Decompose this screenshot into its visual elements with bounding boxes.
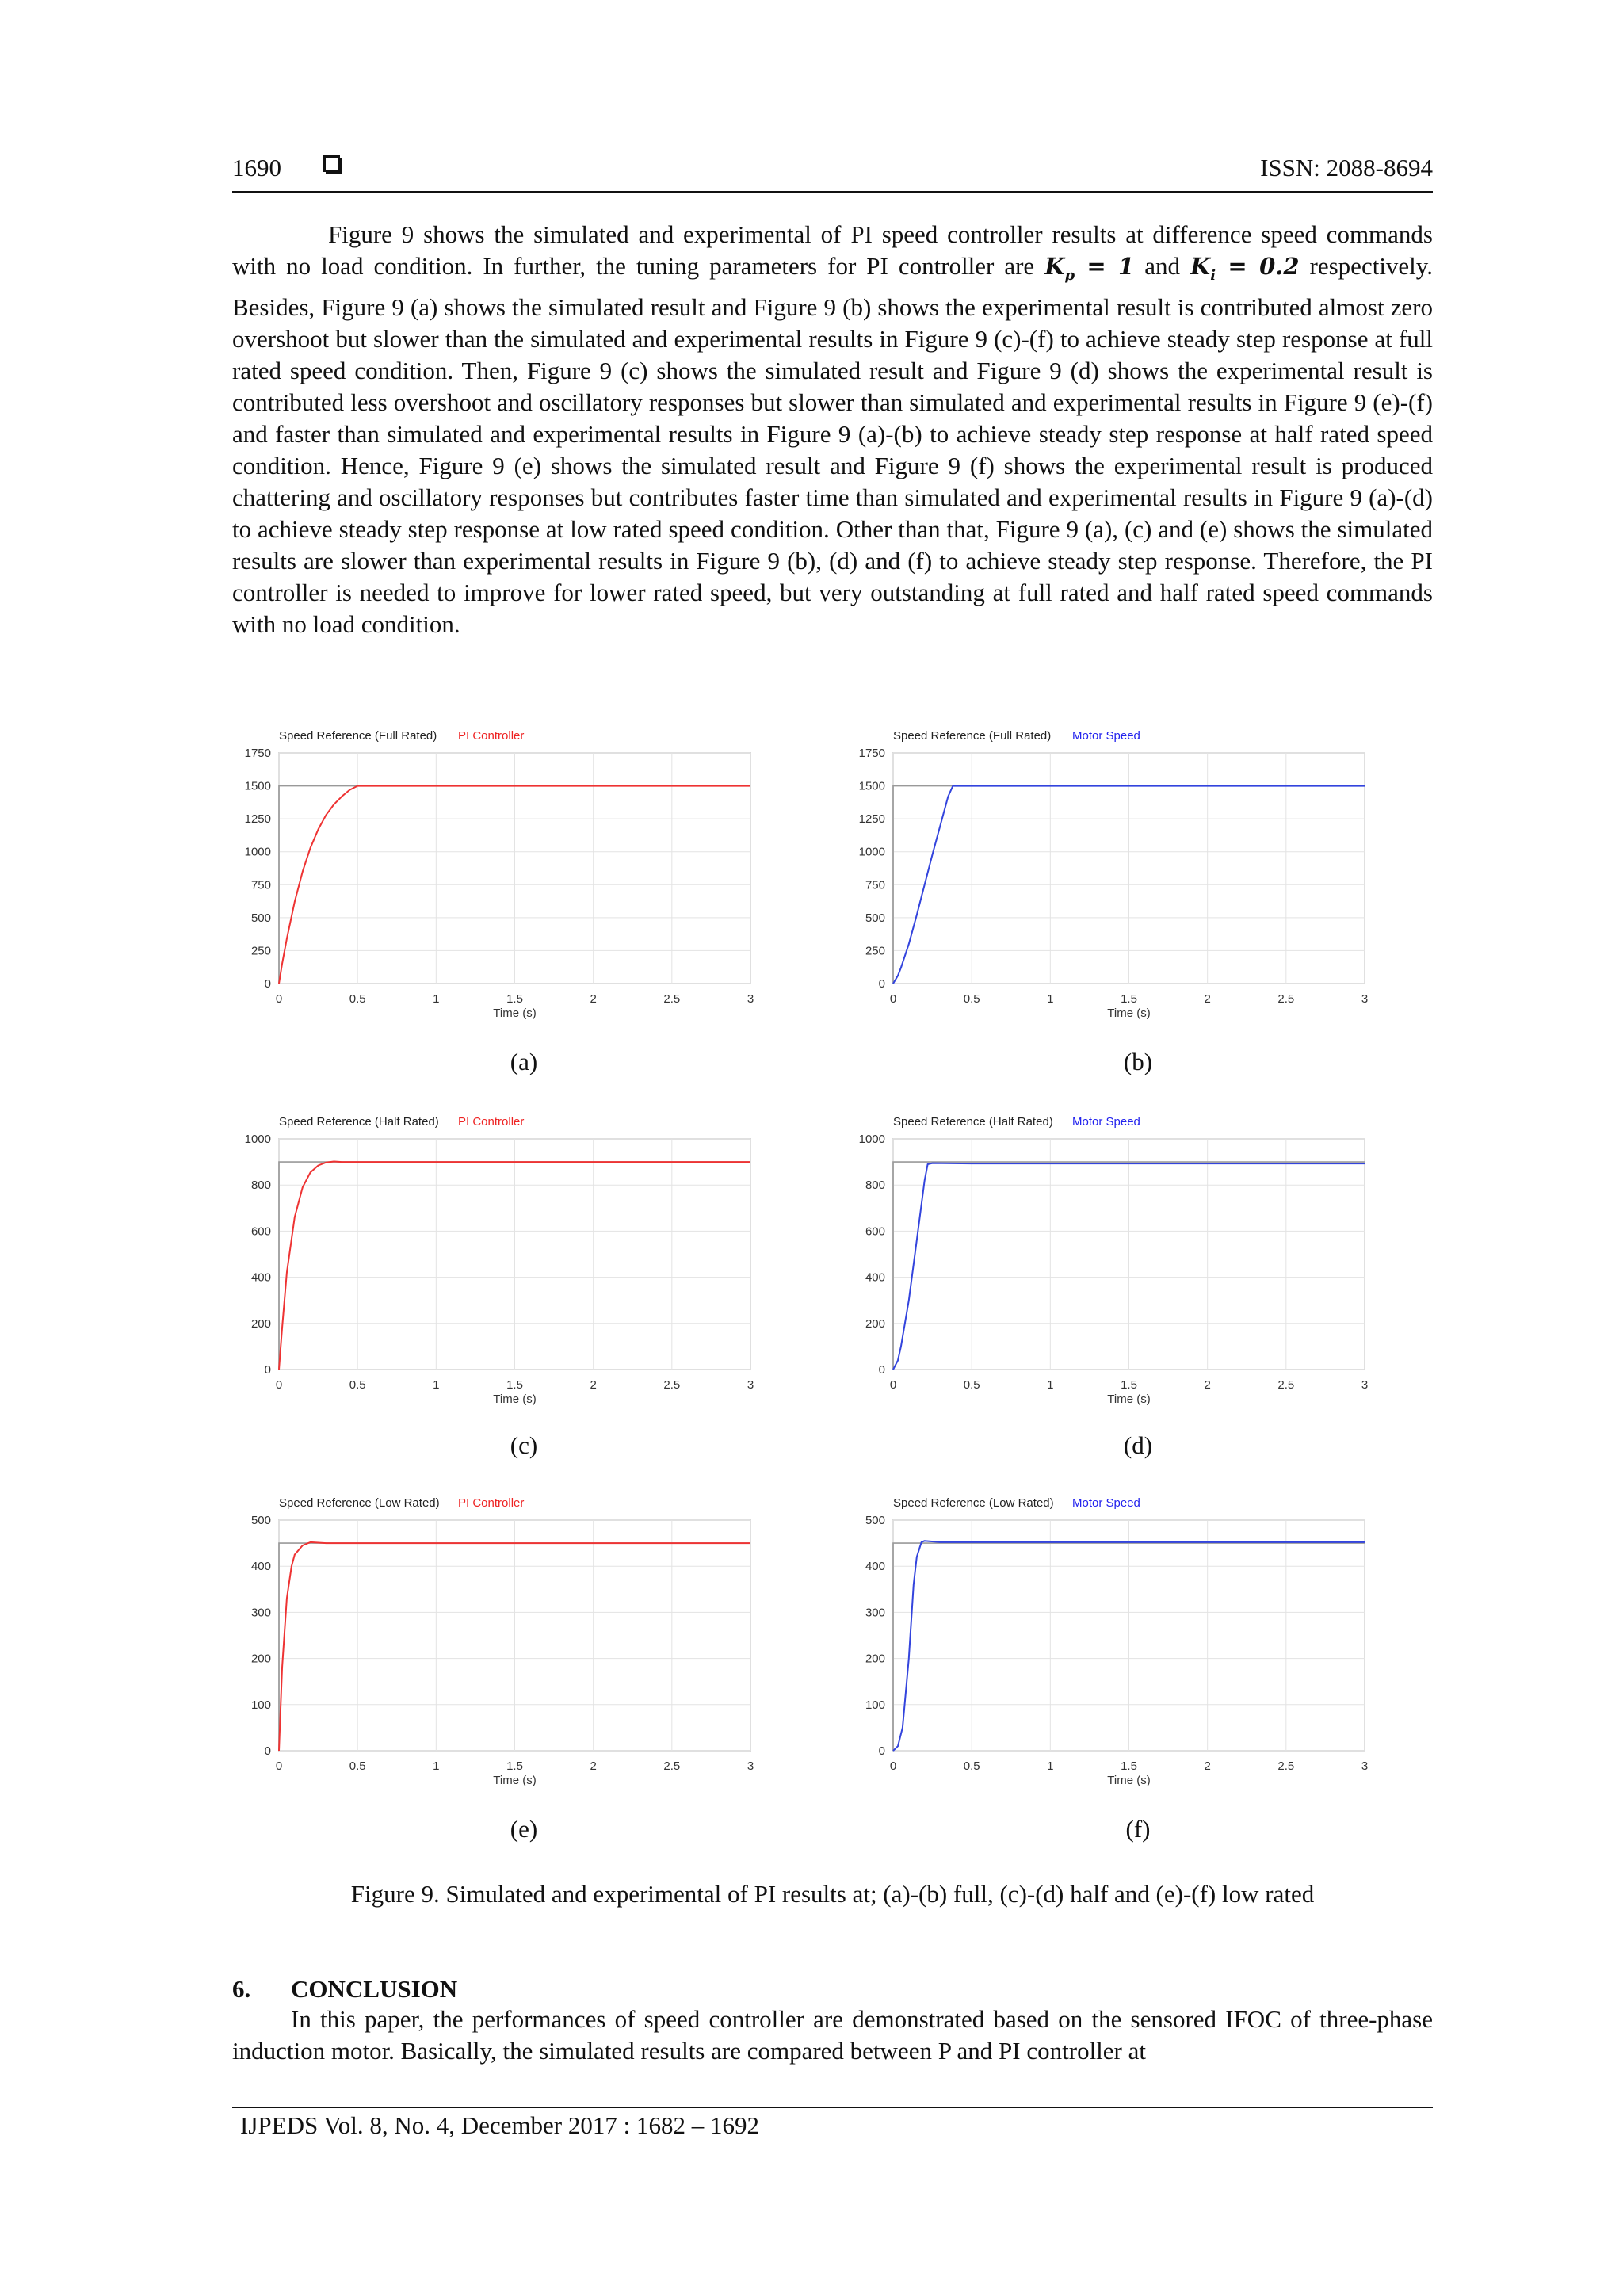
y-tick-label: 750: [250, 878, 271, 892]
chart-legend-label: PI Controller: [458, 1496, 525, 1510]
y-tick-label: 1750: [858, 747, 885, 760]
x-tick-label: 0: [275, 992, 283, 1006]
y-tick-label: 250: [250, 944, 271, 958]
x-tick-label: 1.5: [506, 1378, 523, 1392]
x-tick-label: 1.5: [506, 992, 523, 1006]
y-tick-label: 200: [250, 1316, 271, 1331]
panel-label-d: (d): [1123, 1431, 1153, 1459]
x-tick-label: 0: [275, 1378, 283, 1392]
y-tick-label: 1000: [244, 845, 271, 859]
chart-c: [222, 1103, 761, 1436]
y-tick-label: 1000: [858, 1133, 885, 1146]
paragraph: [232, 219, 1433, 640]
x-tick-label: 1: [1047, 1378, 1054, 1392]
x-tick-label: 2.5: [1277, 1759, 1295, 1773]
y-tick-label: 600: [865, 1224, 885, 1239]
x-tick-label: 2: [590, 1378, 597, 1392]
chart-legend-label: Motor Speed: [1072, 1496, 1140, 1510]
chart-title: Speed Reference (Low Rated): [279, 1496, 440, 1510]
y-tick-label: 1500: [858, 779, 885, 793]
y-tick-label: 400: [250, 1270, 271, 1285]
figure-panel-c: [222, 1103, 761, 1436]
and-text: and: [1134, 252, 1190, 280]
ki-equation: [1190, 253, 1300, 284]
x-tick-label: 0.5: [963, 1759, 980, 1773]
y-tick-label: 800: [865, 1179, 885, 1193]
x-tick-label: 3: [747, 992, 754, 1006]
section-number: 6.: [232, 1975, 251, 2003]
x-tick-label: 3: [747, 1759, 754, 1773]
y-tick-label: 100: [250, 1698, 271, 1712]
y-tick-label: 1750: [244, 747, 271, 760]
panel-label-b: (b): [1123, 1048, 1153, 1075]
x-tick-label: 0: [275, 1759, 283, 1773]
chart-f: [836, 1484, 1375, 1817]
chart-title: Speed Reference (Low Rated): [893, 1496, 1054, 1510]
chart-legend-label: PI Controller: [458, 729, 525, 743]
figure-panel-f: [836, 1484, 1375, 1817]
y-tick-label: 1500: [244, 779, 271, 793]
x-tick-label: 2: [590, 1759, 597, 1773]
x-tick-label: 1: [433, 1378, 440, 1392]
ki-symbol: K: [1190, 253, 1211, 280]
y-tick-label: 500: [865, 911, 885, 925]
figure-panel-a: [222, 717, 761, 1050]
x-tick-label: 1: [433, 992, 440, 1006]
ki-value: = 0.2: [1216, 253, 1300, 280]
x-tick-label: 3: [747, 1378, 754, 1392]
y-tick-label: 0: [264, 1744, 271, 1758]
y-tick-label: 500: [250, 911, 271, 925]
y-tick-label: 200: [865, 1316, 885, 1331]
page-header: [232, 151, 1433, 187]
x-tick-label: 3: [1361, 1759, 1369, 1773]
y-tick-label: 200: [250, 1652, 271, 1666]
header-rule: [232, 191, 1433, 193]
x-axis-label: Time (s): [1107, 1774, 1151, 1787]
x-tick-label: 1.5: [506, 1759, 523, 1773]
x-tick-label: 0: [889, 992, 897, 1006]
y-tick-label: 600: [250, 1224, 271, 1239]
y-tick-label: 300: [865, 1606, 885, 1620]
ki-subscript: i: [1210, 266, 1216, 284]
x-tick-label: 2.5: [663, 1378, 681, 1392]
chart-e: [222, 1484, 761, 1817]
square-bullet-icon: [323, 155, 340, 172]
footer-rule: [232, 2107, 1433, 2108]
y-tick-label: 500: [250, 1514, 271, 1527]
figure-panel-e: [222, 1484, 761, 1817]
y-tick-label: 400: [250, 1560, 271, 1574]
y-tick-label: 1000: [858, 845, 885, 859]
conclusion-paragraph: [232, 2004, 1433, 2067]
issn: ISSN: 2088-8694: [1260, 154, 1433, 181]
x-axis-label: Time (s): [493, 1392, 537, 1406]
panel-label-c: (c): [510, 1431, 538, 1459]
y-tick-label: 1250: [858, 812, 885, 827]
x-tick-label: 0.5: [349, 992, 366, 1006]
x-tick-label: 1.5: [1121, 1378, 1137, 1392]
x-tick-label: 1: [1047, 1759, 1054, 1773]
conclusion-text: In this paper, the performances of speed controller are demonstrated based on the sensored IFOC of three-phase induction motor. Basically, the simulated results are compared between P and PI controller at: [232, 2005, 1433, 2065]
x-tick-label: 3: [1361, 1378, 1369, 1392]
x-tick-label: 2.5: [663, 1759, 681, 1773]
y-tick-label: 1000: [244, 1133, 271, 1146]
section-title: CONCLUSION: [291, 1975, 458, 2003]
x-tick-label: 0: [889, 1759, 897, 1773]
x-tick-label: 2: [590, 992, 597, 1006]
x-tick-label: 0.5: [349, 1759, 366, 1773]
x-tick-label: 2.5: [1277, 1378, 1295, 1392]
chart-title: Speed Reference (Full Rated): [279, 729, 437, 743]
kp-value: = 1: [1075, 253, 1135, 280]
chart-d: [836, 1103, 1375, 1436]
y-tick-label: 750: [865, 878, 885, 892]
x-axis-label: Time (s): [493, 1007, 537, 1020]
x-tick-label: 1: [1047, 992, 1054, 1006]
x-tick-label: 2: [1204, 1378, 1211, 1392]
chart-title: Speed Reference (Half Rated): [279, 1115, 439, 1129]
chart-legend-label: PI Controller: [458, 1115, 525, 1129]
x-tick-label: 0.5: [963, 992, 980, 1006]
y-tick-label: 300: [250, 1606, 271, 1620]
x-tick-label: 0.5: [963, 1378, 980, 1392]
figure-panel-d: [836, 1103, 1375, 1436]
chart-legend-label: Motor Speed: [1072, 729, 1140, 743]
panel-label-f: (f): [1125, 1815, 1151, 1843]
x-tick-label: 0.5: [349, 1378, 366, 1392]
paragraph-text-1: Figure 9 shows the simulated and experimental of PI speed controller results at difference speed commands with no load condition. In further, the tuning parameters for PI controller are: [232, 220, 1433, 280]
x-axis-label: Time (s): [493, 1774, 537, 1787]
x-tick-label: 2: [1204, 992, 1211, 1006]
figure-panel-b: [836, 717, 1375, 1050]
y-tick-label: 0: [264, 977, 271, 991]
paragraph-text-2: respectively. Besides, Figure 9 (a) shows the simulated result and Figure 9 (b) shows the experimental result is contributed almost zero overshoot but slower than the simulated and experimental results in Figure 9 (c)-(f) to achieve steady step response at full rated speed condition. Then, Figure 9 (c) shows the simulated result and Figure 9 (d) shows the experimental result is contributed less overshoot and oscillatory responses but slower than simulated and experimental results in Figure 9 (e)-(f) and faster than simulated and experimental results in Figure 9 (a)-(b) to achieve steady step response at half rated speed condition. Hence, Figure 9 (e) shows the simulated result and Figure 9 (f) shows the experimental result is produced chattering and oscillatory responses but contributes faster time than simulated and experimental results in Figure 9 (a)-(d) to achieve steady step response at low rated speed condition. Other than that, Figure 9 (a), (c) and (e) shows the simulated results are slower than experimental results in Figure 9 (b), (d) and (f) to achieve steady step response. Therefore, the PI controller is needed to improve for lower rated speed, but very outstanding at full rated and half rated speed commands with no load condition.: [232, 252, 1434, 638]
x-tick-label: 1.5: [1121, 992, 1137, 1006]
x-tick-label: 1.5: [1121, 1759, 1137, 1773]
chart-title: Speed Reference (Full Rated): [893, 729, 1052, 743]
chart-a: [222, 717, 761, 1050]
chart-b: [836, 717, 1375, 1050]
chart-title: Speed Reference (Half Rated): [893, 1115, 1053, 1129]
y-tick-label: 400: [865, 1270, 885, 1285]
journal-footer: IJPEDS Vol. 8, No. 4, December 2017 : 1682 – 1692: [240, 2111, 759, 2139]
kp-symbol: K: [1044, 253, 1065, 280]
panel-label-e: (e): [510, 1815, 538, 1843]
chart-legend-label: Motor Speed: [1072, 1115, 1140, 1129]
x-tick-label: 2: [1204, 1759, 1211, 1773]
x-tick-label: 1: [433, 1759, 440, 1773]
y-tick-label: 0: [878, 977, 885, 991]
y-tick-label: 0: [878, 1363, 885, 1377]
section-heading: [232, 1975, 457, 2004]
x-axis-label: Time (s): [1107, 1007, 1151, 1020]
y-tick-label: 250: [865, 944, 885, 958]
kp-subscript: p: [1064, 266, 1075, 284]
y-tick-label: 1250: [244, 812, 271, 827]
x-axis-label: Time (s): [1107, 1392, 1151, 1406]
x-tick-label: 3: [1361, 992, 1369, 1006]
figure-caption: Figure 9. Simulated and experimental of PI results at; (a)-(b) full, (c)-(d) half and (e)-(f) low rated: [350, 1880, 1315, 1908]
y-tick-label: 0: [878, 1744, 885, 1758]
y-tick-label: 800: [250, 1179, 271, 1193]
y-tick-label: 400: [865, 1560, 885, 1574]
y-tick-label: 0: [264, 1363, 271, 1377]
kp-equation: [1044, 253, 1135, 284]
y-tick-label: 200: [865, 1652, 885, 1666]
page-number: 1690: [232, 154, 281, 181]
x-tick-label: 2.5: [663, 992, 681, 1006]
y-tick-label: 100: [865, 1698, 885, 1712]
x-tick-label: 2.5: [1277, 992, 1295, 1006]
x-tick-label: 0: [889, 1378, 897, 1392]
panel-label-a: (a): [510, 1048, 538, 1075]
y-tick-label: 500: [865, 1514, 885, 1527]
